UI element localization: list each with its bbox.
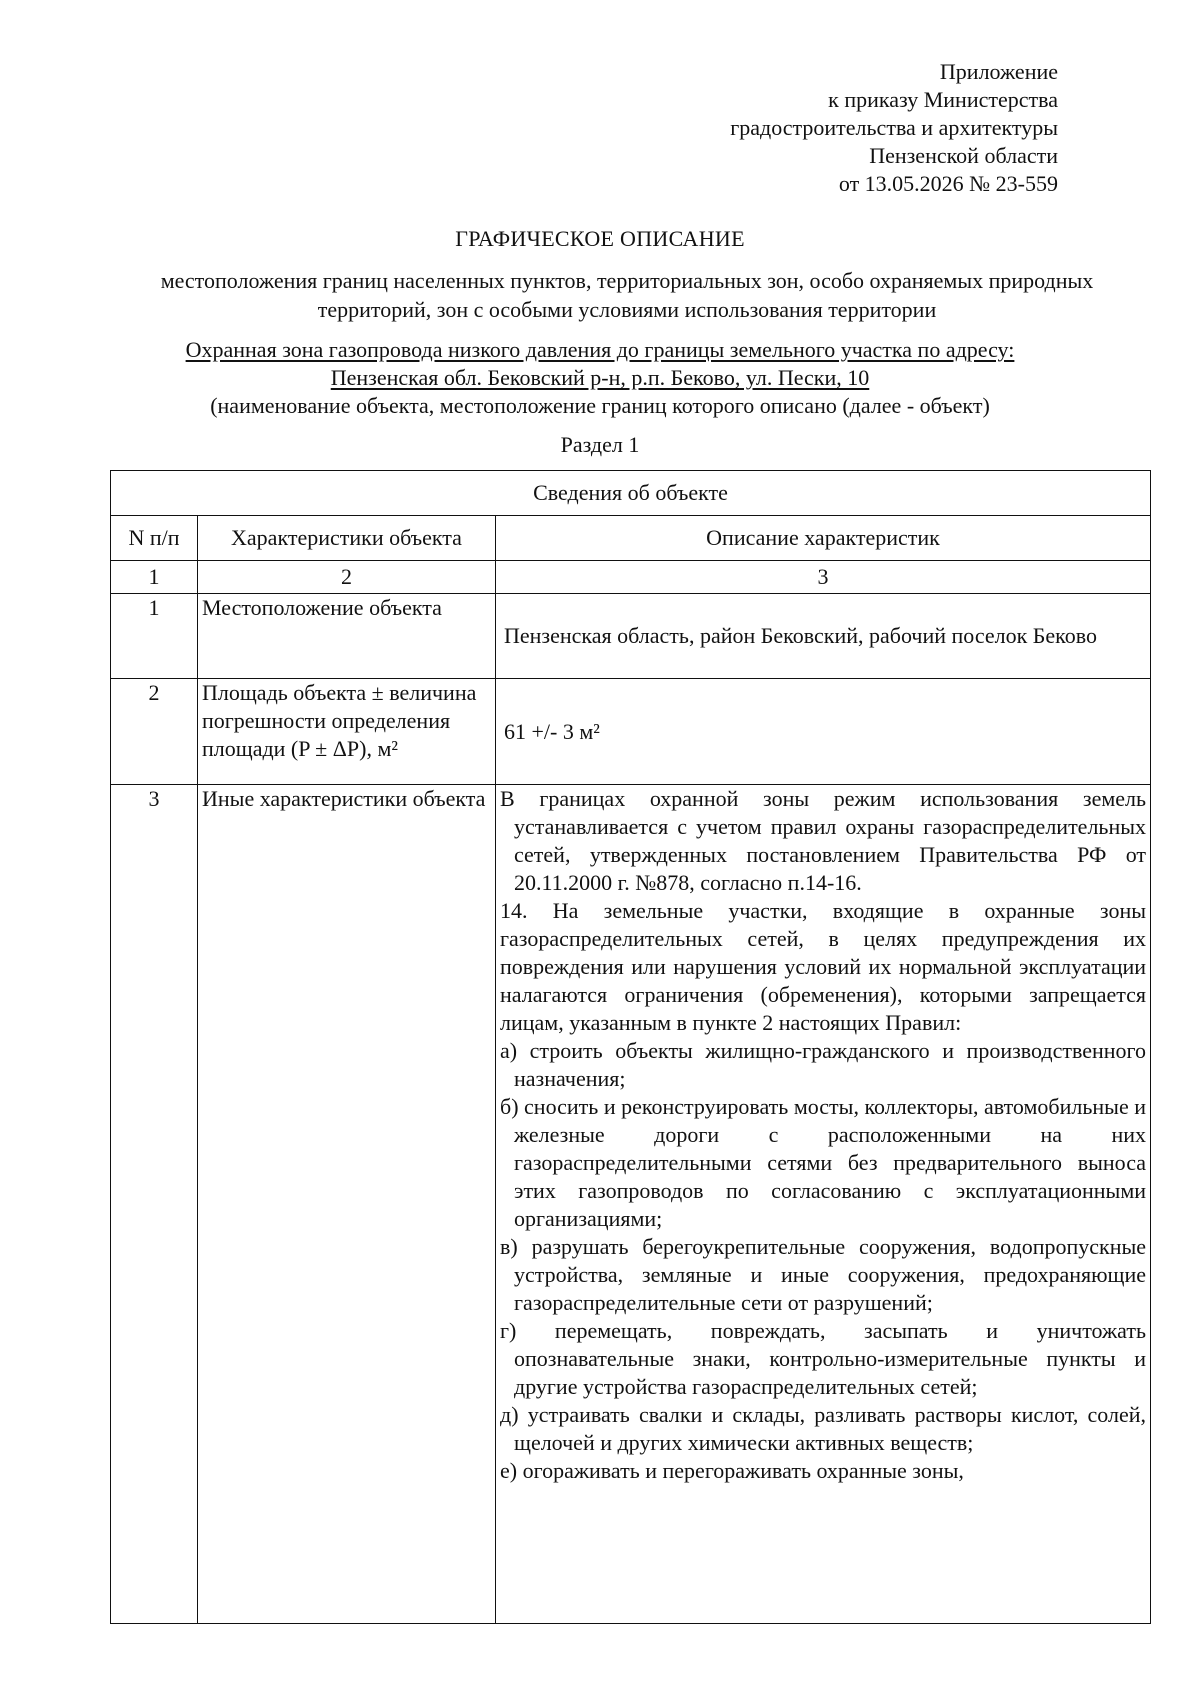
table-caption: Сведения об объекте (111, 471, 1151, 516)
section-title: Раздел 1 (560, 432, 640, 457)
object-description (0, 336, 1200, 420)
header-line: от 13.05.2026 № 23-559 (838, 171, 1058, 196)
restriction-item: д) устраивать свалки и склады, разливать растворы кислот, солей, щелочей и других химически активных веществ; (500, 1402, 1147, 1455)
row-characteristic: Местоположение объекта (198, 594, 496, 679)
table-row (111, 679, 1151, 785)
row-number: 1 (111, 594, 198, 679)
clause-14-text: 14. На земельные участки, входящие в охранные зоны газораспределительных сетей, в целях предупреждения их повреждения или нарушения условий их нормальной эксплуатации налагаются ограничения (обременения), которыми запрещается лицам, указанным в пункте 2 настоящих Правил: (500, 898, 1147, 1035)
column-number: 1 (111, 561, 198, 594)
object-info-table (110, 470, 1151, 1624)
object-address-line: Пензенская обл. Бековский р-н, р.п. Беково, ул. Пески, 10 (330, 365, 870, 390)
column-header-characteristic: Характеристики объекта (198, 516, 496, 561)
header-line: Приложение (939, 59, 1058, 84)
restriction-item: а) строить объекты жилищно-гражданского и производственного назначения; (500, 1038, 1147, 1091)
location-value: Пензенская область, район Бековский, рабочий поселок Беково (504, 623, 1097, 648)
table-row (111, 594, 1151, 679)
object-caption: (наименование объекта, местоположение границ которого описано (далее - объект) (210, 393, 990, 418)
column-header-description: Описание характеристик (496, 516, 1151, 561)
regime-intro: В границах охранной зоны режим использования земель устанавливается с учетом правил охраны газораспределительных сетей, утвержденных постановлением Правительства РФ от 20.11.2000 г. №878, согласно п.14-16. (500, 786, 1147, 895)
restriction-item: б) сносить и реконструировать мосты, коллекторы, автомобильные и железные дороги с расположенными на них газораспределительными сетями без предварительного выноса этих газопроводов по согласованию с эксплуатационными организациями; (500, 1094, 1147, 1231)
header-line: к приказу Министерства (828, 87, 1058, 112)
column-header-number: N п/п (111, 516, 198, 561)
document-subtitle: местоположения границ населенных пунктов, территориальных зон, особо охраняемых природных территорий, зон с особыми условиями использования территории (160, 268, 1094, 322)
object-name-line: Охранная зона газопровода низкого давления до границы земельного участка по адресу: (185, 337, 1015, 362)
row-characteristic: Площадь объекта ± величина погрешности определения площади (P ± ΔP), м² (198, 679, 496, 785)
header-line: градостроительства и архитектуры (730, 115, 1058, 140)
restriction-item: в) разрушать берегоукрепительные сооружения, водопропускные устройства, земляные и иные сооружения, предохраняющие газораспределительные сети от разрушений; (500, 1234, 1147, 1315)
header-line: Пензенской области (869, 143, 1058, 168)
document-title: ГРАФИЧЕСКОЕ ОПИСАНИЕ (455, 226, 745, 251)
row-characteristic: Иные характеристики объекта (198, 785, 496, 1624)
row-value (496, 679, 1151, 785)
column-number: 3 (496, 561, 1151, 594)
row-number: 3 (111, 785, 198, 1624)
column-number: 2 (198, 561, 496, 594)
clause-14 (500, 897, 1146, 1037)
approval-header (730, 58, 1058, 198)
restriction-item: е) огораживать и перегораживать охранные зоны, (500, 1458, 964, 1483)
table-row (111, 785, 1151, 1624)
row-value (496, 594, 1151, 679)
row-value (496, 785, 1151, 1624)
area-value: 61 +/- 3 м² (504, 718, 600, 744)
row-number: 2 (111, 679, 198, 785)
restriction-item: г) перемещать, повреждать, засыпать и уничтожать опознавательные знаки, контрольно-измерительные пункты и другие устройства газораспределительных сетей; (500, 1318, 1147, 1399)
